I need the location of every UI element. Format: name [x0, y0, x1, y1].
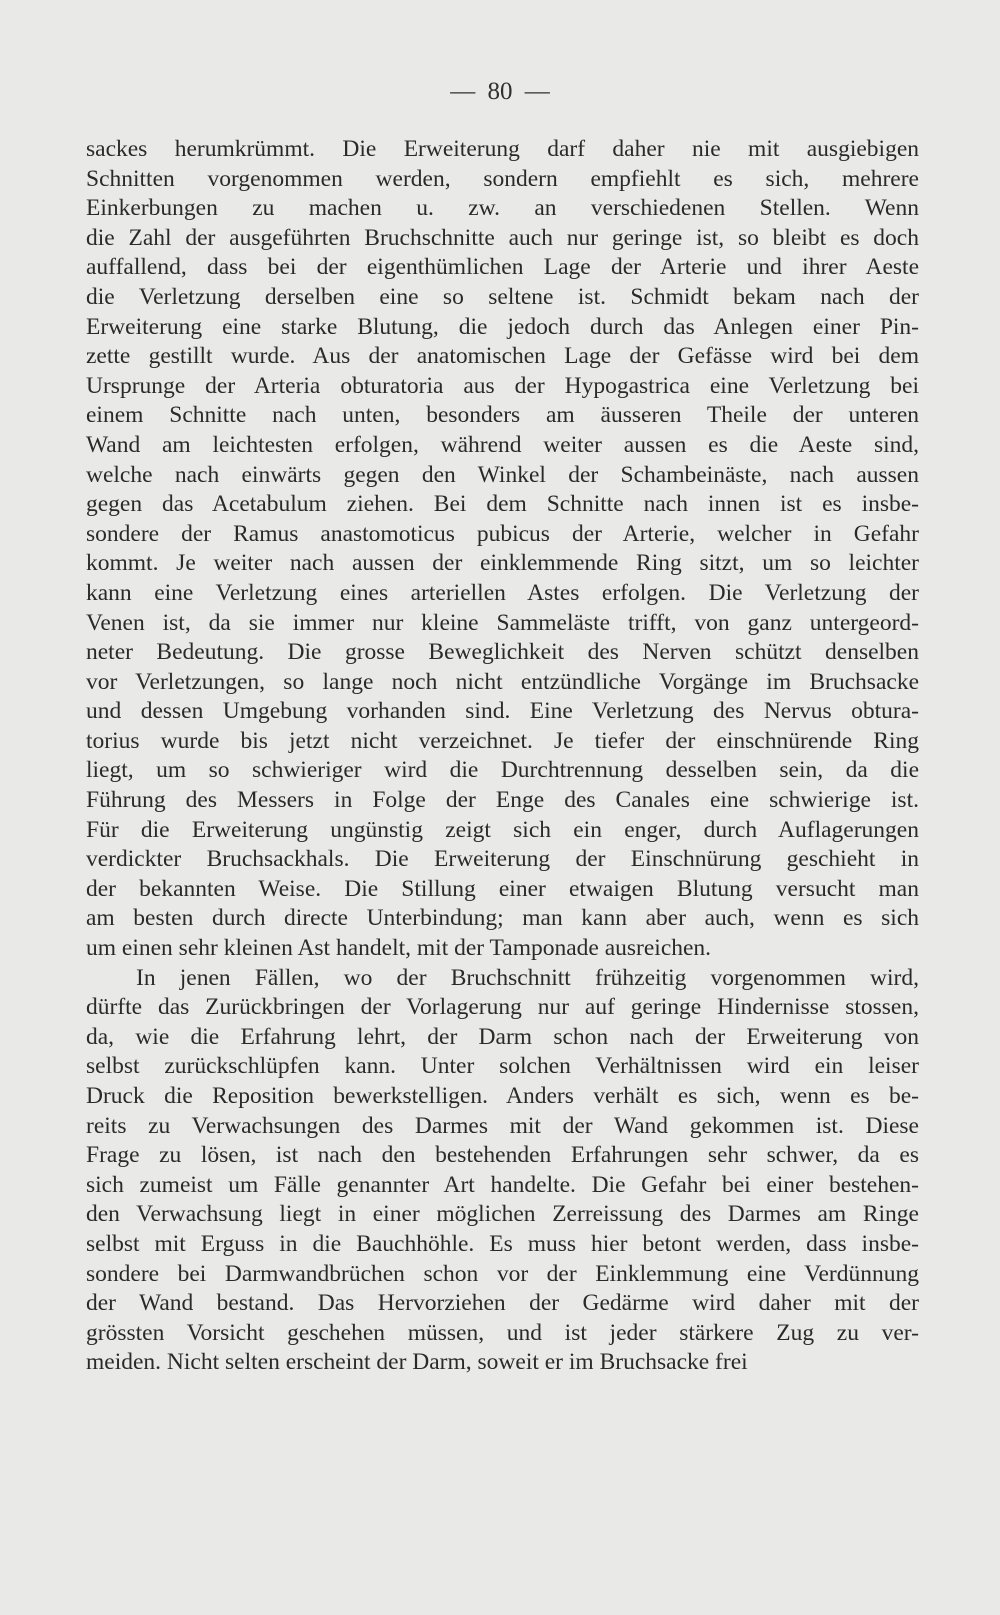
text-line: kommt. Je weiter nach aussen der einklemmende Ring sitzt, um so leichter: [86, 550, 919, 577]
text-line: In jenen Fällen, wo der Bruchschnitt frühzeitig vorgenommen wird,: [136, 964, 919, 991]
text-line: Für die Erweiterung ungünstig zeigt sich ein enger, durch Auflagerungen: [86, 816, 919, 843]
text-line: der bekannten Weise. Die Stillung einer etwaigen Blutung versucht man: [86, 875, 919, 902]
text-line: Venen ist, da sie immer nur kleine Sammeläste trifft, von ganz untergeord-: [86, 609, 919, 636]
text-line: verdickter Bruchsackhals. Die Erweiterung der Einschnürung geschieht in: [86, 846, 919, 873]
text-line: kann eine Verletzung eines arteriellen Astes erfolgen. Die Verletzung der: [86, 579, 919, 606]
paragraph: [86, 135, 919, 964]
text-line: die Zahl der ausgeführten Bruchschnitte auch nur geringe ist, so bleibt es doch: [86, 224, 919, 251]
text-line: Schnitten vorgenommen werden, sondern empfiehlt es sich, mehrere: [86, 165, 919, 192]
text-line: vor Verletzungen, so lange noch nicht entzündliche Vorgänge im Bruchsacke: [86, 668, 919, 695]
text-line: gegen das Acetabulum ziehen. Bei dem Schnitte nach innen ist es insbe-: [86, 491, 919, 518]
text-line: selbst mit Erguss in die Bauchhöhle. Es muss hier betont werden, dass insbe-: [86, 1230, 919, 1257]
text-line: Ursprunge der Arteria obturatoria aus der Hypogastrica eine Verletzung bei: [86, 372, 919, 399]
body-text: [86, 135, 919, 1378]
text-line: Führung des Messers in Folge der Enge des Canales eine schwierige ist.: [86, 787, 919, 814]
text-line: den Verwachsung liegt in einer möglichen Zerreissung des Darmes am Ringe: [86, 1201, 919, 1228]
text-line: meiden. Nicht selten erscheint der Darm, soweit er im Bruchsacke frei: [86, 1349, 748, 1376]
text-line: auffallend, dass bei der eigenthümlichen Lage der Arterie und ihrer Aeste: [86, 254, 919, 281]
text-line: die Verletzung derselben eine so seltene ist. Schmidt bekam nach der: [86, 283, 919, 310]
text-line: da, wie die Erfahrung lehrt, der Darm schon nach der Erweiterung von: [86, 1023, 919, 1050]
text-line: Wand am leichtesten erfolgen, während weiter aussen es die Aeste sind,: [86, 431, 919, 458]
text-line: zette gestillt wurde. Aus der anatomischen Lage der Gefässe wird bei dem: [86, 343, 919, 370]
page-number: — 80 —: [450, 78, 550, 105]
text-line: grössten Vorsicht geschehen müssen, und ist jeder stärkere Zug zu ver-: [86, 1319, 919, 1346]
text-line: sackes herumkrümmt. Die Erweiterung darf daher nie mit ausgiebigen: [86, 136, 919, 162]
text-line: liegt, um so schwieriger wird die Durchtrennung desselben sein, da die: [86, 757, 919, 784]
text-line: torius wurde bis jetzt nicht verzeichnet. Je tiefer der einschnürende Ring: [86, 727, 919, 754]
text-line: Frage zu lösen, ist nach den bestehenden Erfahrungen sehr schwer, da es: [86, 1142, 919, 1169]
text-line: Erweiterung eine starke Blutung, die jedoch durch das Anlegen einer Pin-: [86, 313, 919, 340]
text-line: und dessen Umgebung vorhanden sind. Eine Verletzung des Nervus obtura-: [86, 698, 919, 725]
text-line: selbst zurückschlüpfen kann. Unter solchen Verhältnissen wird ein leiser: [86, 1053, 919, 1080]
text-line: einem Schnitte nach unten, besonders am äusseren Theile der unteren: [86, 402, 919, 429]
text-line: reits zu Verwachsungen des Darmes mit der Wand gekommen ist. Diese: [86, 1112, 919, 1139]
paragraph: [86, 964, 919, 1378]
text-line: am besten durch directe Unterbindung; man kann aber auch, wenn es sich: [86, 905, 919, 932]
text-line: Einkerbungen zu machen u. zw. an verschiedenen Stellen. Wenn: [86, 195, 919, 222]
text-line: neter Bedeutung. Die grosse Beweglichkeit des Nerven schützt denselben: [86, 639, 919, 666]
text-line: der Wand bestand. Das Hervorziehen der Gedärme wird daher mit der: [86, 1290, 919, 1317]
text-line: Druck die Reposition bewerkstelligen. Anders verhält es sich, wenn es be-: [86, 1083, 919, 1109]
text-line: sondere bei Darmwandbrüchen schon vor der Einklemmung eine Verdünnung: [86, 1260, 919, 1287]
text-line: dürfte das Zurückbringen der Vorlagerung nur auf geringe Hindernisse stossen,: [86, 994, 919, 1021]
text-line: welche nach einwärts gegen den Winkel der Schambeinäste, nach aussen: [86, 461, 919, 488]
text-line: sondere der Ramus anastomoticus pubicus der Arterie, welcher in Gefahr: [86, 520, 919, 547]
text-line: um einen sehr kleinen Ast handelt, mit der Tamponade ausreichen.: [86, 935, 712, 962]
text-line: sich zumeist um Fälle genannter Art handelte. Die Gefahr bei einer bestehen-: [86, 1171, 919, 1198]
